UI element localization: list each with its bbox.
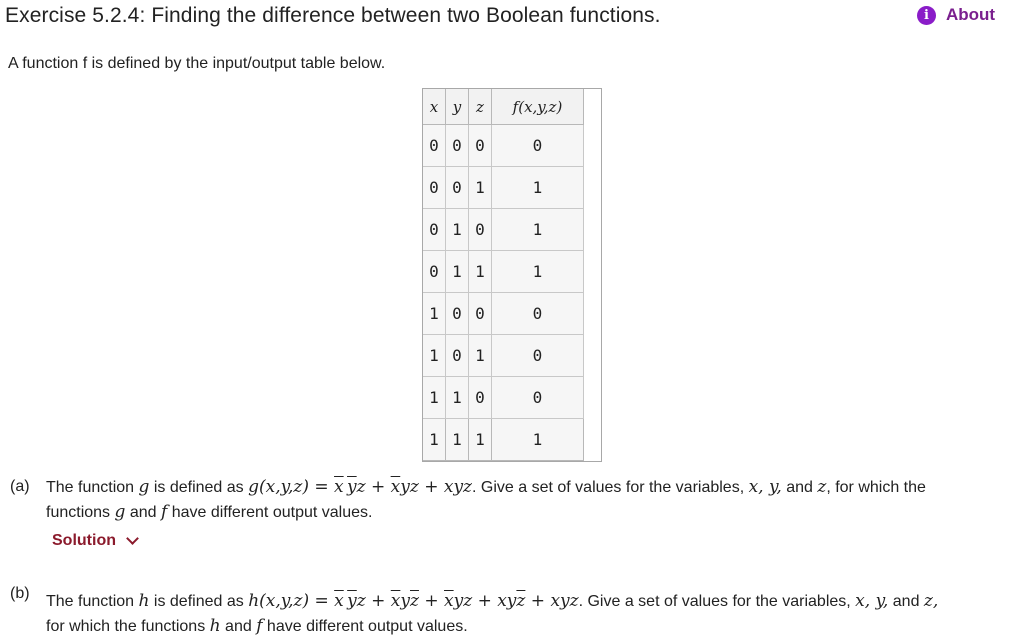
text: The function <box>46 593 139 610</box>
table-cell: 1 <box>469 335 492 377</box>
page-title: Exercise 5.2.4: Finding the difference between two Boolean functions. <box>5 4 661 27</box>
about-label: About <box>946 5 996 24</box>
table-row <box>423 293 584 335</box>
table-cell: 1 <box>446 419 469 461</box>
part-b-tag: (b) <box>10 585 30 602</box>
part-b-body <box>46 589 938 639</box>
column-header: x <box>423 89 446 125</box>
about-button[interactable] <box>917 5 995 25</box>
table-cell: 1 <box>492 419 584 461</box>
text: for which the functions <box>46 618 210 635</box>
table-cell: 1 <box>423 377 446 419</box>
text: is defined as <box>149 593 249 610</box>
part-b-line-2: for which the functions h and f have different output values. <box>46 616 468 636</box>
table-cell: 0 <box>446 335 469 377</box>
variables: x, y, <box>748 477 782 497</box>
text: and <box>220 618 257 635</box>
table-cell: 0 <box>423 251 446 293</box>
table-row <box>423 251 584 293</box>
text: functions <box>46 504 115 521</box>
table-cell: 0 <box>423 209 446 251</box>
table-cell: 0 <box>469 125 492 167</box>
table-row <box>423 209 584 251</box>
function-name: h <box>138 591 150 611</box>
table-cell: 1 <box>446 251 469 293</box>
text: The function <box>46 479 139 496</box>
variable-z: z, <box>923 591 939 611</box>
text: , for which the <box>826 479 926 496</box>
table-cell: 1 <box>492 209 584 251</box>
part-a-line-1 <box>46 475 926 500</box>
text: and <box>125 504 161 521</box>
text: is defined as <box>149 479 249 496</box>
part-a-body <box>46 475 926 525</box>
intro-text: A function f is defined by the input/output table below. <box>8 55 386 72</box>
table-cell: 0 <box>469 377 492 419</box>
table-row <box>423 125 584 167</box>
text: and <box>781 479 818 496</box>
table-cell: 1 <box>446 209 469 251</box>
text: . Give a set of values for the variables, <box>472 479 749 496</box>
column-header: y <box>446 89 469 125</box>
info-icon: i <box>917 6 936 25</box>
column-header: z <box>469 89 492 125</box>
table-cell: 0 <box>423 167 446 209</box>
text: and <box>888 593 924 610</box>
table-cell: 0 <box>492 377 584 419</box>
part-b-line-1 <box>46 589 938 614</box>
table-cell: 1 <box>492 167 584 209</box>
table-cell: 0 <box>492 335 584 377</box>
table-cell: 1 <box>469 419 492 461</box>
table-cell: 1 <box>423 293 446 335</box>
table-cell: 1 <box>423 335 446 377</box>
variable-z: z <box>817 477 827 497</box>
solution-label: Solution <box>52 532 116 549</box>
table-cell: 0 <box>492 293 584 335</box>
text: . Give a set of values for the variables, <box>578 593 856 610</box>
table-row <box>423 335 584 377</box>
table-cell: 1 <box>446 377 469 419</box>
part-a <box>10 475 1010 525</box>
function-name: g <box>138 477 150 497</box>
table-cell: 1 <box>492 251 584 293</box>
table-cell: 0 <box>423 125 446 167</box>
table-cell: 0 <box>469 209 492 251</box>
table-header-row <box>423 89 584 125</box>
table-cell: 1 <box>423 419 446 461</box>
variables: x, y, <box>855 591 889 611</box>
truth-table <box>422 88 584 461</box>
table-cell: 0 <box>446 125 469 167</box>
part-a-line-2: functions g and f have different output values. <box>46 502 373 522</box>
table-row <box>423 167 584 209</box>
text: have different output values. <box>167 504 373 521</box>
table-cell: 0 <box>446 167 469 209</box>
formula-h: $h(x,y,z) = \overline{x}$ $\overline{y}z + \overline{x}y\overline{z} + \overline{x}yz + xy\overline{z}$ + xyz <box>248 591 579 611</box>
formula-g: $g(x,y,z) = \overline{x}$ $\overline{y}z + \overline{x}yz$ + xyz <box>248 477 473 497</box>
table-row <box>423 419 584 461</box>
column-header: f(x,y,z) <box>492 89 584 125</box>
table-row <box>423 377 584 419</box>
table-cell: 1 <box>469 167 492 209</box>
part-a-tag: (a) <box>10 478 30 495</box>
chevron-down-icon <box>126 532 139 545</box>
part-b <box>10 582 1014 638</box>
table-cell: 0 <box>446 293 469 335</box>
text: have different output values. <box>262 618 468 635</box>
table-cell: 0 <box>469 293 492 335</box>
table-cell: 0 <box>492 125 584 167</box>
solution-toggle[interactable] <box>52 532 137 550</box>
table-cell: 1 <box>469 251 492 293</box>
